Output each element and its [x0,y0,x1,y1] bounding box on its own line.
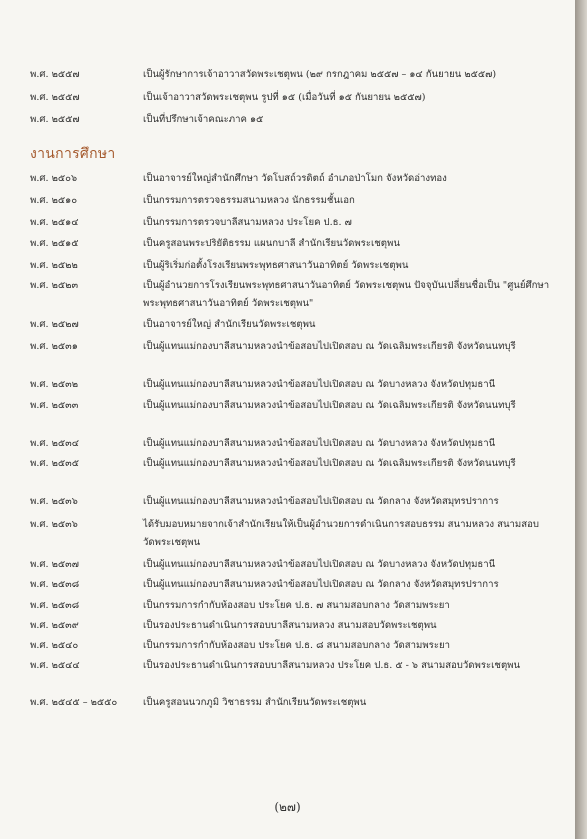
page-edge [575,0,587,839]
timeline-row [30,192,550,210]
timeline-row [30,397,550,415]
year-label: พ.ศ. ๒๕๓๗ [30,559,79,570]
entry-text: เป็นครูสอนพระปริยัติธรรม แผนกบาลี สำนักเรียนวัดพระเชตุพน [143,238,400,249]
entry-text: เป็นเจ้าอาวาสวัดพระเชตุพน รูปที่ ๑๕ (เมื่อวันที่ ๑๕ กันยายน ๒๕๕๗) [143,92,426,103]
year-label: พ.ศ. ๒๕๓๔ [30,438,79,449]
timeline-row [30,89,550,107]
entry-text: เป็นกรรมการตรวจบาลีสนามหลวง ประโยค ป.ธ. ๗ [143,217,352,228]
year-label: พ.ศ. ๒๕๒๗ [30,319,79,330]
year-label: พ.ศ. ๒๕๕๗ [30,114,80,125]
year-label: พ.ศ. ๒๕๔๔ [30,660,80,671]
year-label: พ.ศ. ๒๕๐๖ [30,173,78,184]
entry-text: เป็นอาจารย์ใหญ่สำนักศึกษา วัดโบสถ์วรดิตถ์ อำเภอป่าโมก จังหวัดอ่างทอง [143,173,447,184]
entry-text: เป็นผู้รักษาการเจ้าอาวาสวัดพระเชตุพน (๒๙ กรกฎาคม ๒๕๕๗ – ๑๔ กันยายน ๒๕๕๗) [143,69,497,80]
entry-text: เป็นกรรมการกำกับห้องสอบ ประโยค ป.ธ. ๗ สนามสอบกลาง วัดสามพระยา [143,600,450,611]
entry-text: เป็นที่ปรึกษาเจ้าคณะภาค ๑๕ [143,114,264,125]
entry-text: เป็นกรรมการตรวจธรรมสนามหลวง นักธรรมชั้นเอก [143,195,355,206]
year-label: พ.ศ. ๒๕๔๕ – ๒๕๕๐ [30,697,118,708]
year-label: พ.ศ. ๒๕๓๘ [30,600,80,611]
year-label: พ.ศ. ๒๕๔๐ [30,640,79,651]
timeline-row [30,257,550,275]
entry-text: เป็นครูสอนนวกภูมิ วิชาธรรม สำนักเรียนวัดพระเชตุพน [143,697,367,708]
timeline-row [30,66,550,84]
year-label: พ.ศ. ๒๕๑๐ [30,195,78,206]
entry-text: เป็นผู้แทนแม่กองบาลีสนามหลวงนำข้อสอบไปเปิดสอบ ณ วัดกลาง จังหวัดสมุทรปราการ [143,579,499,590]
year-label: พ.ศ. ๒๕๑๔ [30,217,79,228]
timeline-row [30,435,550,453]
entry-text: เป็นผู้แทนแม่กองบาลีสนามหลวงนำข้อสอบไปเปิดสอบ ณ วัดบางหลวง จังหวัดปทุมธานี [143,438,496,449]
year-label: พ.ศ. ๒๕๓๙ [30,620,79,631]
year-label: พ.ศ. ๒๕๓๕ [30,458,79,469]
entry-text: เป็นกรรมการกำกับห้องสอบ ประโยค ป.ธ. ๘ สนามสอบกลาง วัดสามพระยา [143,640,450,651]
timeline-row [30,235,550,253]
entry-text: เป็นอาจารย์ใหญ่ สำนักเรียนวัดพระเชตุพน [143,319,316,330]
timeline-row [30,637,550,655]
timeline-row [30,694,550,712]
page-number: (๒๗) [274,800,301,814]
timeline-row [30,111,550,129]
timeline-row [30,617,550,635]
timeline-row [30,493,550,511]
year-label: พ.ศ. ๒๕๓๓ [30,400,79,411]
entry-text: เป็นผู้แทนแม่กองบาลีสนามหลวงนำข้อสอบไปเปิดสอบ ณ วัดบางหลวง จังหวัดปทุมธานี [143,379,496,390]
section-heading: งานการศึกษา [30,146,116,162]
entry-text: ได้รับมอบหมายจากเจ้าสำนักเรียนให้เป็นผู้อำนวยการดำเนินการสอบธรรม สนามหลวง สนามสอบวัดพระเชตุพน [143,519,539,548]
year-label: พ.ศ. ๒๕๕๗ [30,69,80,80]
entry-text: เป็นผู้แทนแม่กองบาลีสนามหลวงนำข้อสอบไปเปิดสอบ ณ วัดเฉลิมพระเกียรติ จังหวัดนนทบุรี [143,341,516,352]
year-label: พ.ศ. ๒๕๒๓ [30,280,79,291]
timeline-row [30,338,550,356]
entry-text: เป็นผู้อำนวยการโรงเรียนพระพุทธศาสนาวันอาทิตย์ วัดพระเชตุพน ปัจจุบันเปลี่ยนชื่อเป็น "ศูนย์ศึกษาพระพุทธศาสนาวันอาทิตย์ วัดพระเชตุพน" [143,280,550,309]
timeline-row [30,556,550,574]
timeline-row [30,516,550,552]
year-label: พ.ศ. ๒๕๓๑ [30,341,78,352]
timeline-row [30,277,550,313]
timeline-row [30,214,550,232]
entry-text: เป็นผู้ริเริ่มก่อตั้งโรงเรียนพระพุทธศาสนาวันอาทิตย์ วัดพระเชตุพน [143,260,409,271]
year-label: พ.ศ. ๒๕๕๗ [30,92,80,103]
year-label: พ.ศ. ๒๕๓๒ [30,379,79,390]
entry-text: เป็นรองประธานดำเนินการสอบบาลีสนามหลวง สนามสอบวัดพระเชตุพน [143,620,437,631]
timeline-row [30,376,550,394]
timeline-row [30,657,550,675]
timeline-row [30,316,550,334]
year-label: พ.ศ. ๒๕๒๒ [30,260,78,271]
timeline-row [30,170,550,188]
entry-text: เป็นผู้แทนแม่กองบาลีสนามหลวงนำข้อสอบไปเปิดสอบ ณ วัดเฉลิมพระเกียรติ จังหวัดนนทบุรี [143,400,516,411]
entry-text: เป็นผู้แทนแม่กองบาลีสนามหลวงนำข้อสอบไปเปิดสอบ ณ วัดเฉลิมพระเกียรติ จังหวัดนนทบุรี [143,458,516,469]
year-label: พ.ศ. ๒๕๑๕ [30,238,79,249]
entry-text: เป็นผู้แทนแม่กองบาลีสนามหลวงนำข้อสอบไปเปิดสอบ ณ วัดบางหลวง จังหวัดปทุมธานี [143,559,496,570]
timeline-row [30,576,550,594]
year-label: พ.ศ. ๒๕๓๖ [30,519,78,530]
year-label: พ.ศ. ๒๕๓๖ [30,496,78,507]
timeline-row [30,597,550,615]
timeline-row [30,455,550,473]
entry-text: เป็นรองประธานดำเนินการสอบบาลีสนามหลวง ประโยค ป.ธ. ๕ - ๖ สนามสอบวัดพระเชตุพน [143,660,521,671]
year-label: พ.ศ. ๒๕๓๘ [30,579,80,590]
entry-text: เป็นผู้แทนแม่กองบาลีสนามหลวงนำข้อสอบไปเปิดสอบ ณ วัดกลาง จังหวัดสมุทรปราการ [143,496,499,507]
